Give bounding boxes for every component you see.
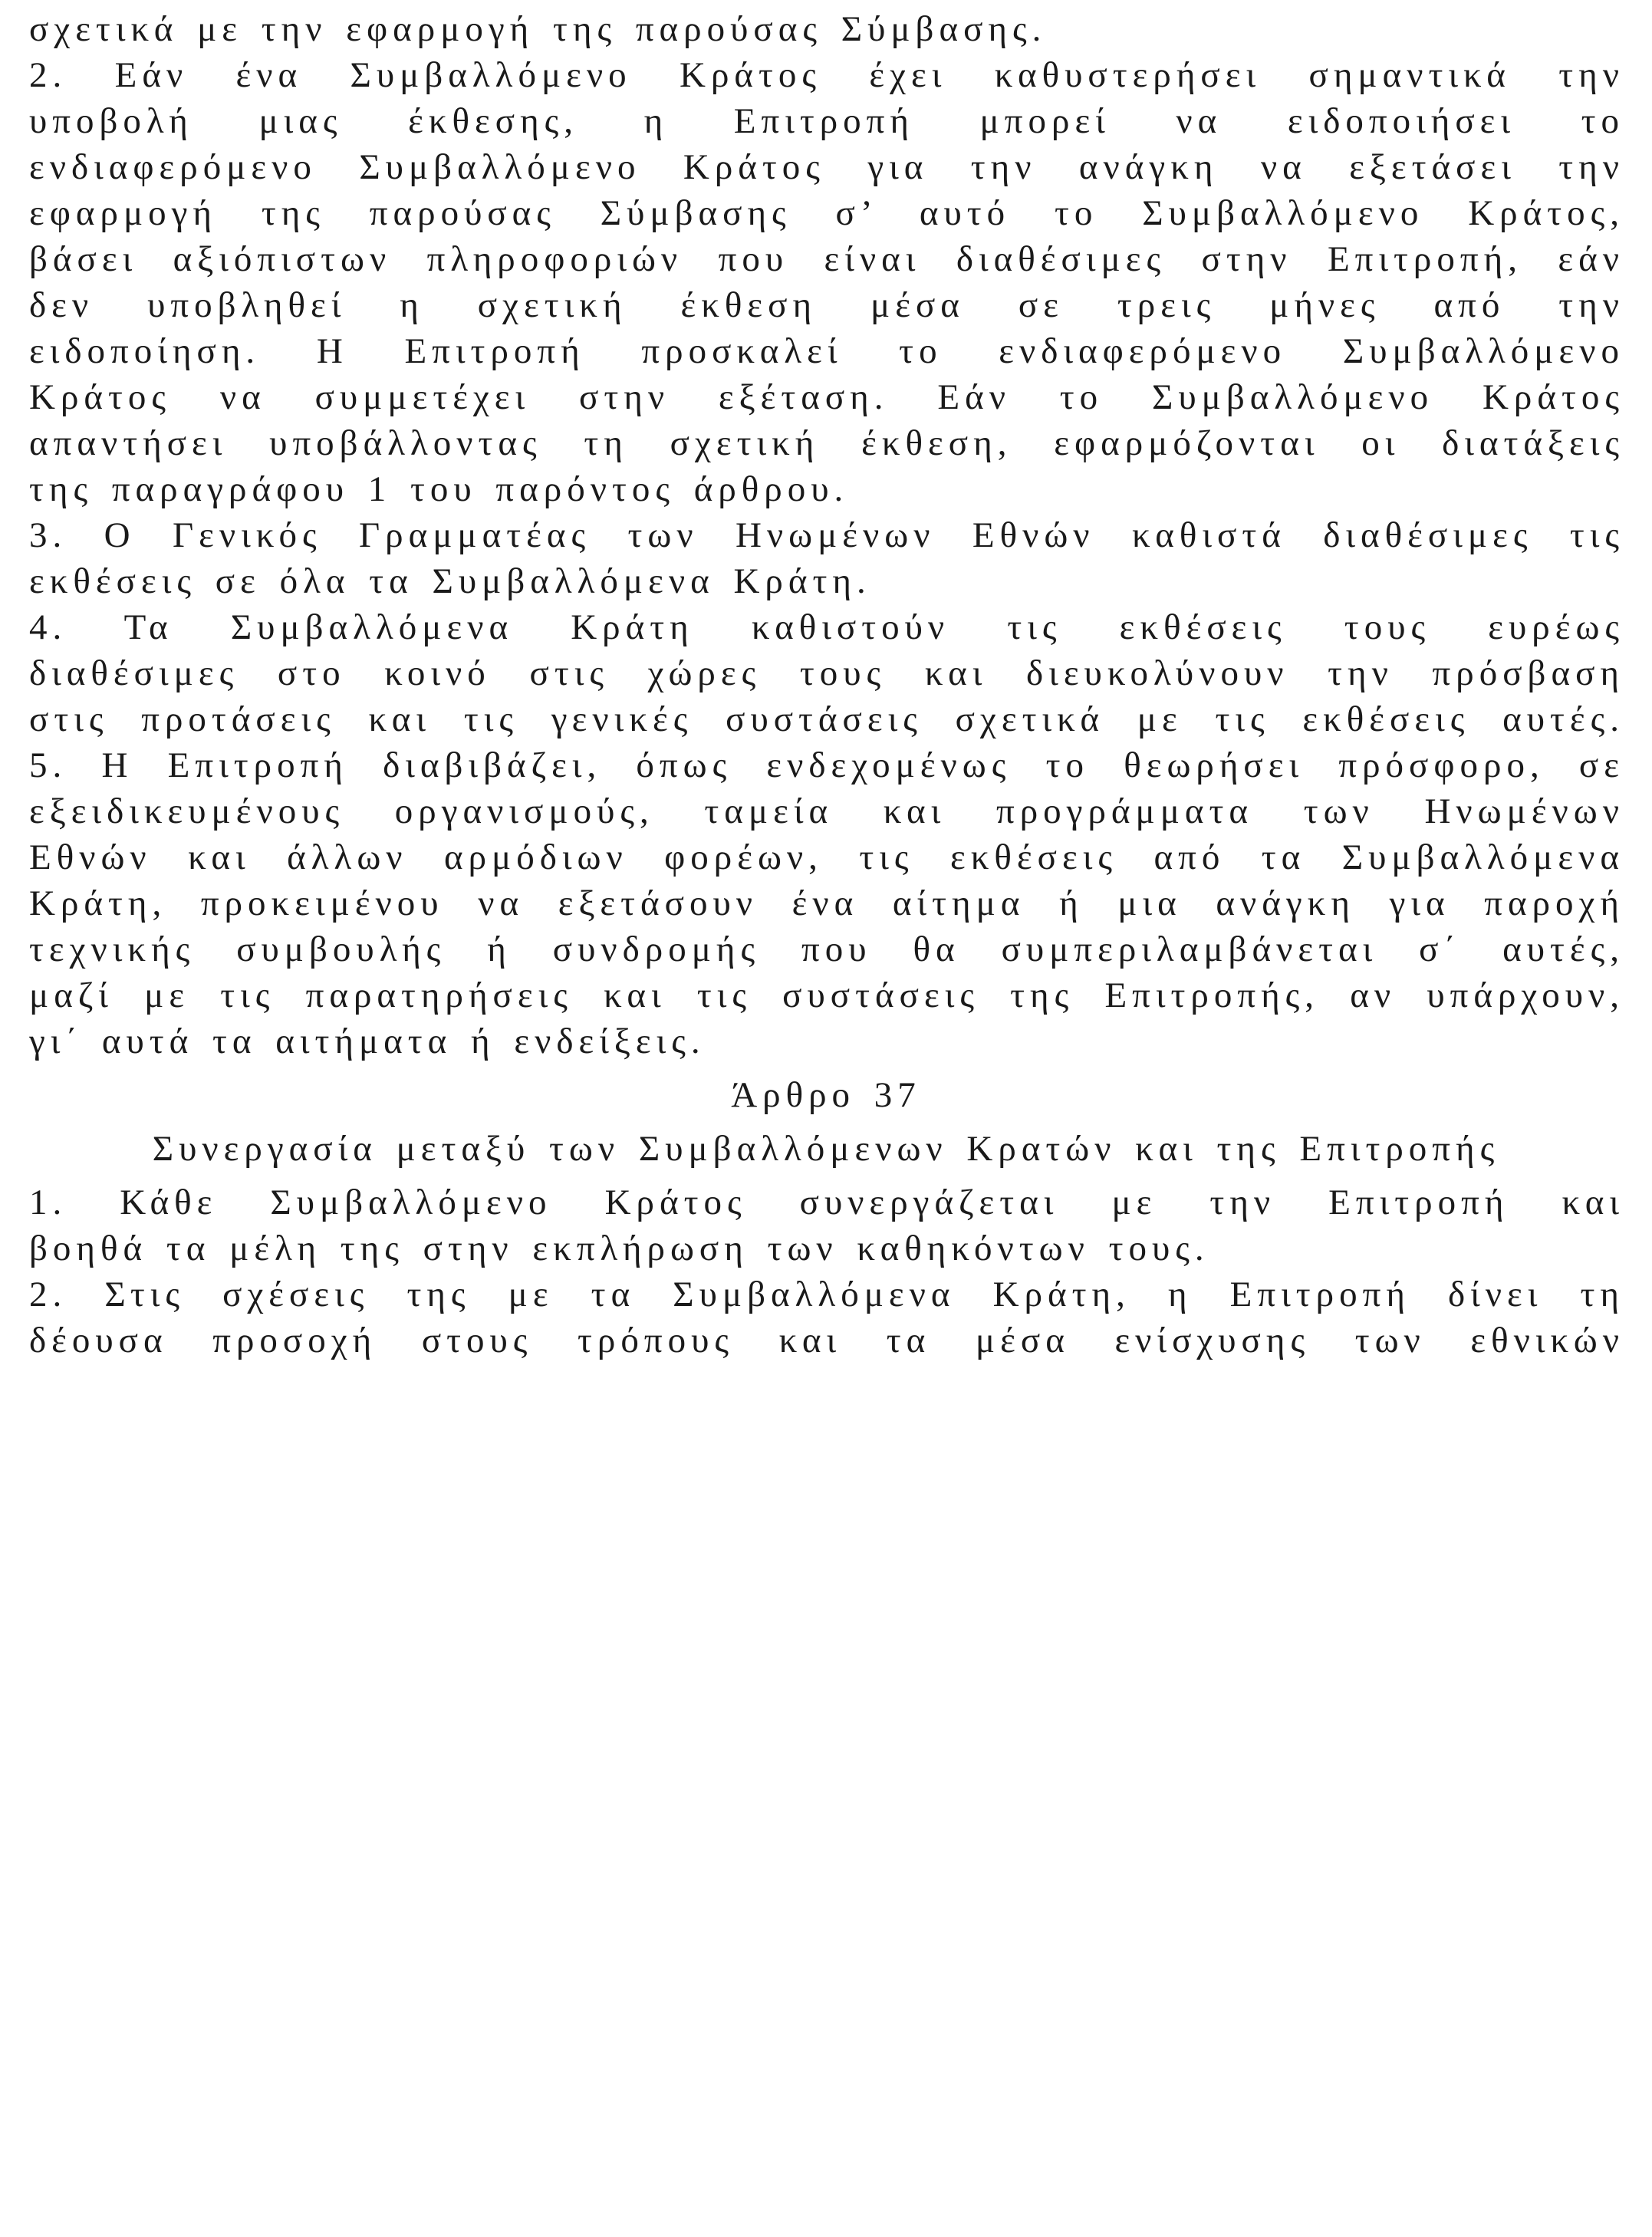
text-line: της παραγράφου 1 του παρόντος άρθρου. <box>29 469 849 509</box>
text-line: ειδοποίηση. Η Επιτροπή προσκαλεί το ενδιαφερόμενο Συμβαλλόμενο <box>29 331 1624 371</box>
text-line: στις προτάσεις και τις γενικές συστάσεις σχετικά με τις εκθέσεις αυτές. <box>29 699 1624 739</box>
text-line: δεν υποβληθεί η σχετική έκθεση μέσα σε τρεις μήνες από την <box>29 285 1624 325</box>
text-line: 4. Τα Συμβαλλόμενα Κράτη καθιστούν τις εκθέσεις τους ευρέως <box>29 607 1624 647</box>
text-line: διαθέσιμες στο κοινό στις χώρες τους και διευκολύνουν την πρόσβαση <box>29 653 1624 693</box>
text-line: γι΄ αυτά τα αιτήματα ή ενδείξεις. <box>29 1021 706 1061</box>
text-line: τεχνικής συμβουλής ή συνδρομής που θα συμπεριλαμβάνεται σ΄ αυτές, <box>29 929 1624 969</box>
text-line: εκθέσεις σε όλα τα Συμβαλλόμενα Κράτη. <box>29 561 871 601</box>
article-heading: Άρθρο 37 <box>731 1075 921 1115</box>
text-line: εξειδικευμένους οργανισμούς, ταμεία και προγράμματα των Ηνωμένων <box>29 791 1624 831</box>
text-line: εφαρμογή της παρούσας Σύμβασης σ’ αυτό το Συμβαλλόμενο Κράτος, <box>29 193 1624 233</box>
text-line: Εθνών και άλλων αρμόδιων φορέων, τις εκθέσεις από τα Συμβαλλόμενα <box>29 837 1624 877</box>
text-line: 5. Η Επιτροπή διαβιβάζει, όπως ενδεχομένως το θεωρήσει πρόσφορο, σε <box>29 745 1624 785</box>
text-line: βάσει αξιόπιστων πληροφοριών που είναι διαθέσιμες στην Επιτροπή, εάν <box>29 239 1624 279</box>
text-line: δέουσα προσοχή στους τρόπους και τα μέσα ενίσχυσης των εθνικών <box>29 1321 1624 1360</box>
text-line: απαντήσει υποβάλλοντας τη σχετική έκθεση, εφαρμόζονται οι διατάξεις <box>29 423 1624 463</box>
text-line: 1. Κάθε Συμβαλλόμενο Κράτος συνεργάζεται με την Επιτροπή και <box>29 1183 1624 1222</box>
text-line: σχετικά με την εφαρμογή της παρούσας Σύμβασης. <box>29 9 1047 49</box>
text-line: μαζί με τις παρατηρήσεις και τις συστάσεις της Επιτροπής, αν υπάρχουν, <box>29 975 1624 1015</box>
text-line: υποβολή μιας έκθεσης, η Επιτροπή μπορεί να ειδοποιήσει το <box>29 101 1624 141</box>
article-title: Συνεργασία μεταξύ των Συμβαλλόμενων Κρατών και της Επιτροπής <box>152 1129 1500 1169</box>
text-line: 3. Ο Γενικός Γραμματέας των Ηνωμένων Εθνών καθιστά διαθέσιμες τις <box>29 515 1624 555</box>
text-line: ενδιαφερόμενο Συμβαλλόμενο Κράτος για την ανάγκη να εξετάσει την <box>29 147 1624 187</box>
text-line: Κράτος να συμμετέχει στην εξέταση. Εάν το Συμβαλλόμενο Κράτος <box>29 377 1624 417</box>
text-line: 2. Εάν ένα Συμβαλλόμενο Κράτος έχει καθυστερήσει σημαντικά την <box>29 55 1624 95</box>
text-line: βοηθά τα μέλη της στην εκπλήρωση των καθηκόντων τους. <box>29 1229 1209 1268</box>
text-line: Κράτη, προκειμένου να εξετάσουν ένα αίτημα ή μια ανάγκη για παροχή <box>29 883 1624 923</box>
text-line: 2. Στις σχέσεις της με τα Συμβαλλόμενα Κράτη, η Επιτροπή δίνει τη <box>29 1275 1624 1314</box>
